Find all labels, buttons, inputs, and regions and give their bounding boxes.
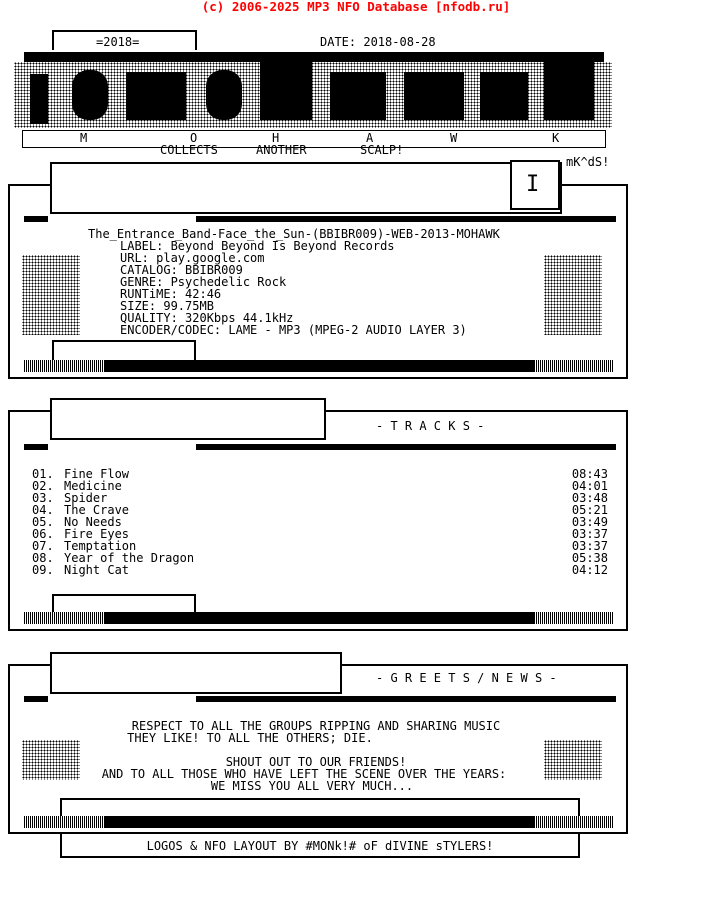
fade-bar (24, 360, 104, 372)
logo-block (126, 72, 186, 120)
rule (24, 696, 48, 702)
group-letter: K (552, 131, 560, 145)
logo-block (260, 62, 312, 120)
tracks-label: - T R A C K S - (376, 419, 485, 433)
rule (24, 216, 48, 222)
track-number: 07. (32, 539, 54, 553)
rule (24, 444, 48, 450)
track-title: Fire Eyes (64, 527, 130, 541)
release-field-runtime: RUNTiME: 42:46 (120, 287, 222, 301)
rule (196, 444, 616, 450)
site-header: (c) 2006-2025 MP3 NFO Database [nfodb.ru] (201, 0, 511, 14)
release-field-encoder: ENCODER/CODEC: LAME - MP3 (MPEG-2 AUDIO LAYER 3) (120, 323, 467, 337)
track-duration: 03:37 (571, 539, 608, 553)
rule (196, 696, 616, 702)
track-number: 09. (32, 563, 54, 577)
fade-bar (24, 816, 104, 828)
track-number: 06. (32, 527, 54, 541)
tracks-logo-box (50, 398, 326, 440)
track-title: Night Cat (64, 563, 130, 577)
track-duration: 08:43 (571, 467, 608, 481)
logo-block (330, 72, 386, 120)
track-title: The Crave (64, 503, 130, 517)
year-tag: =2018= (96, 35, 140, 49)
track-title: Temptation (64, 539, 137, 553)
footer-credit: LOGOS & NFO LAYOUT BY #MONk!# oF dIVINE sTYLERS! (146, 839, 494, 853)
release-field-size: SIZE: 99.75MB (120, 299, 214, 313)
track-number: 03. (32, 491, 54, 505)
tagline-word: COLLECTS (160, 143, 218, 157)
date-label: DATE: 2018-08-28 (320, 35, 436, 49)
track-duration: 04:12 (571, 563, 608, 577)
track-number: 08. (32, 551, 54, 565)
release-field-genre: GENRE: Psychedelic Rock (120, 275, 287, 289)
track-duration: 03:48 (571, 491, 608, 505)
track-duration: 04:01 (571, 479, 608, 493)
greets-line: AND TO ALL THOSE WHO HAVE LEFT THE SCENE OVER THE YEARS: (101, 767, 507, 781)
track-number: 05. (32, 515, 54, 529)
solid-bar (104, 816, 534, 828)
logo-top-bar (24, 52, 604, 62)
logo-block (544, 62, 594, 120)
bottom-tab (52, 594, 196, 612)
release-logo-letter: I (526, 172, 540, 197)
greets-line: WE MISS YOU ALL VERY MUCH... (210, 779, 414, 793)
track-duration: 05:21 (571, 503, 608, 517)
logo-block (404, 72, 464, 120)
release-field-label: LABEL: Beyond Beyond Is Beyond Records (120, 239, 395, 253)
artist-tag: mK^dS! (566, 155, 610, 169)
track-title: Medicine (64, 479, 122, 493)
track-title: Year of the Dragon (64, 551, 195, 565)
right-ornament (544, 255, 602, 335)
release-name: The_Entrance_Band-Face_the_Sun-(BBIBR009)-WEB-2013-MOHAWK (88, 227, 500, 241)
rule (196, 216, 616, 222)
greets-line: RESPECT TO ALL THE GROUPS RIPPING AND SHARING MUSIC (131, 719, 501, 733)
greets-line: SHOUT OUT TO OUR FRIENDS! (225, 755, 407, 769)
track-title: Fine Flow (64, 467, 130, 481)
track-number: 02. (32, 479, 54, 493)
track-row (32, 480, 612, 492)
track-duration: 03:49 (571, 515, 608, 529)
solid-bar (104, 612, 534, 624)
tagline-word: ANOTHER (256, 143, 307, 157)
bottom-tab (60, 798, 580, 816)
fade-bar (534, 816, 614, 828)
fade-bar (534, 360, 614, 372)
group-letter: W (450, 131, 458, 145)
fade-bar (24, 612, 104, 624)
tagline-word: SCALP! (360, 143, 404, 157)
logo-block (206, 70, 242, 120)
group-letter: O (190, 131, 198, 145)
track-number: 01. (32, 467, 54, 481)
logo-block (30, 74, 48, 124)
left-ornament (22, 255, 80, 335)
bottom-tab (52, 340, 196, 360)
greets-logo-box (50, 652, 342, 694)
track-title: No Needs (64, 515, 122, 529)
track-title: Spider (64, 491, 108, 505)
track-duration: 05:38 (571, 551, 608, 565)
greets-line: THEY LIKE! TO ALL THE OTHERS; DIE. (127, 731, 373, 745)
release-field-quality: QUALITY: 320Kbps 44.1kHz (120, 311, 294, 325)
solid-bar (104, 360, 534, 372)
release-field-catalog: CATALOG: BBIBR009 (120, 263, 243, 277)
track-duration: 03:37 (571, 527, 608, 541)
letter-strip (22, 130, 606, 148)
group-letter: H (272, 131, 280, 145)
group-letter: A (366, 131, 374, 145)
logo-block (72, 70, 108, 120)
release-field-url: URL: play.google.com (120, 251, 265, 265)
logo-block (480, 72, 528, 120)
track-number: 04. (32, 503, 54, 517)
group-letter: M (80, 131, 88, 145)
release-logo-box (50, 162, 562, 214)
fade-bar (534, 612, 614, 624)
track-row (32, 564, 612, 576)
greets-label: - G R E E T S / N E W S - (376, 671, 557, 685)
